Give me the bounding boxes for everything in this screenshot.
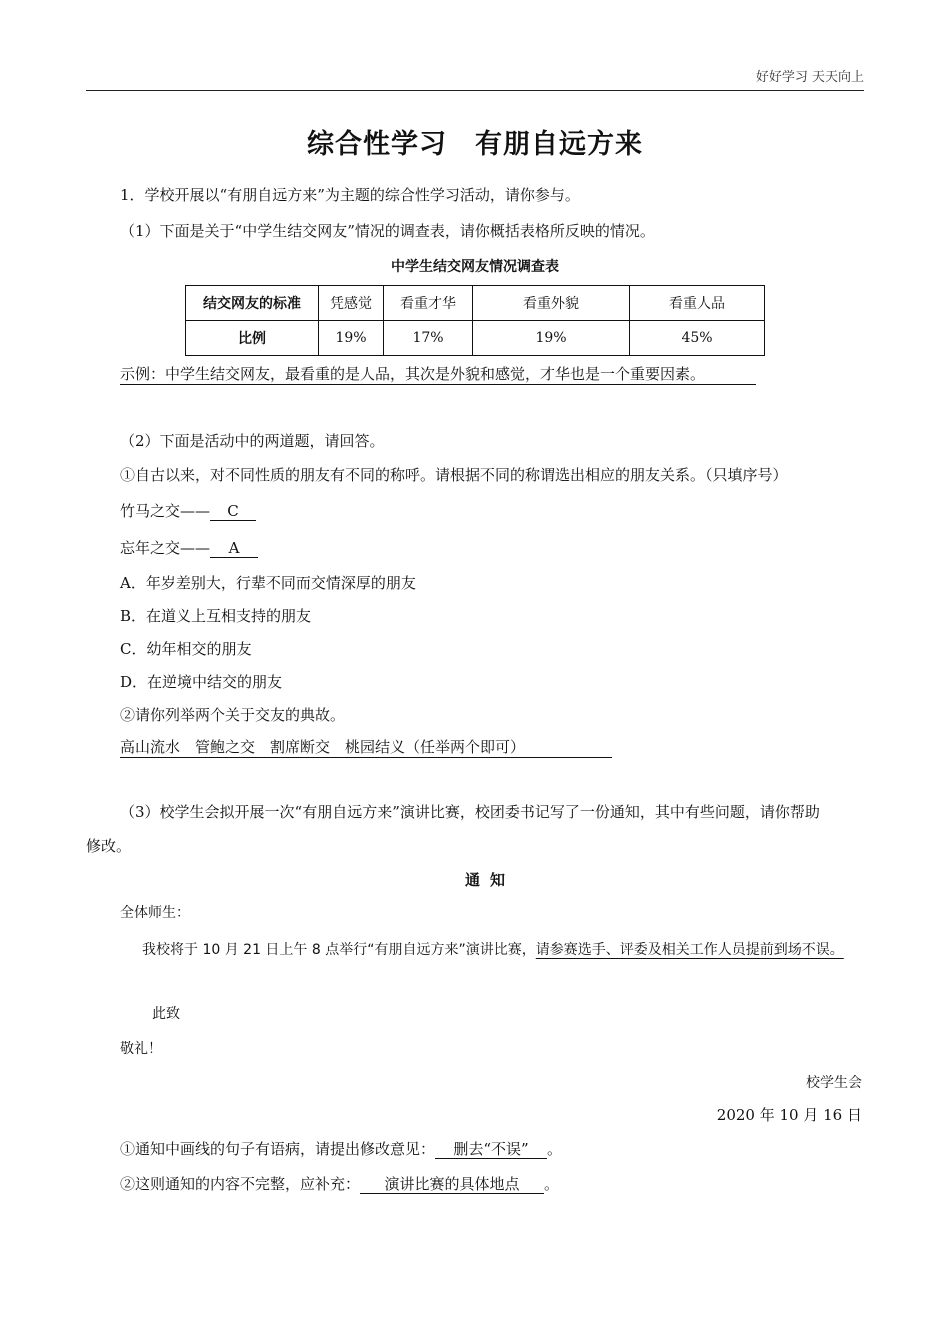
table-row bbox=[186, 286, 765, 321]
table-cell: 19% bbox=[319, 321, 384, 356]
page-header-motto: 好好学习 天天向上 bbox=[755, 70, 864, 85]
part-3-q2-answer: 演讲比赛的具体地点 bbox=[360, 1175, 544, 1194]
notice-closing-2: 敬礼！ bbox=[120, 1041, 162, 1057]
part-3-q2-text: ②这则通知的内容不完整，应补充： bbox=[120, 1175, 361, 1193]
match-2-label: 忘年之交—— bbox=[120, 539, 211, 557]
notice-body-text: 我校将于 10 月 21 日上午 8 点举行“有朋自远方来”演讲比赛， bbox=[142, 942, 536, 958]
part-3-question-2 bbox=[120, 1173, 559, 1194]
survey-table-title: 中学生结交网友情况调查表 bbox=[391, 259, 559, 275]
table-cell: 比例 bbox=[186, 321, 319, 356]
notice-title: 通知 bbox=[464, 871, 515, 889]
notice-salutation: 全体师生： bbox=[120, 905, 190, 921]
notice-date: 2020 年 10 月 16 日 bbox=[716, 1106, 862, 1124]
table-cell: 看重人品 bbox=[630, 286, 765, 321]
part-1-answer: 示例：中学生结交网友，最看重的是人品，其次是外貌和感觉，才华也是一个重要因素。 bbox=[120, 364, 756, 385]
option-d: D．在逆境中结交的朋友 bbox=[120, 673, 283, 691]
match-2 bbox=[120, 537, 258, 558]
table-cell: 45% bbox=[630, 321, 765, 356]
match-1 bbox=[120, 500, 256, 521]
part-3-q2-end: 。 bbox=[544, 1175, 560, 1193]
table-cell: 结交网友的标准 bbox=[186, 286, 319, 321]
notice-body bbox=[86, 933, 864, 967]
match-1-answer: C bbox=[210, 502, 256, 521]
part-3-prompt-line1: （3）校学生会拟开展一次“有朋自远方来”演讲比赛，校团委书记写了一份通知，其中有些问题，请你帮助 bbox=[120, 803, 820, 821]
part-2-sub2-prompt: ②请你列举两个关于交友的典故。 bbox=[120, 706, 346, 724]
part-2-prompt: （2）下面是活动中的两道题，请回答。 bbox=[120, 432, 385, 450]
match-1-label: 竹马之交—— bbox=[120, 502, 211, 520]
notice-closing-1: 此致 bbox=[152, 1006, 180, 1022]
option-a: A．年岁差别大，行辈不同而交情深厚的朋友 bbox=[120, 574, 416, 592]
notice-body-underlined-sentence: 请参赛选手、评委及相关工作人员提前到场不误。 bbox=[535, 942, 844, 958]
survey-table bbox=[185, 285, 765, 356]
table-cell: 凭感觉 bbox=[319, 286, 384, 321]
part-3-q1-text: ①通知中画线的句子有语病，请提出修改意见： bbox=[120, 1140, 436, 1158]
table-cell: 看重外貌 bbox=[473, 286, 630, 321]
part-3-q1-answer: 删去“不误” bbox=[435, 1140, 547, 1159]
header-rule bbox=[86, 90, 864, 91]
part-3-prompt-line2: 修改。 bbox=[86, 837, 132, 855]
page-title: 综合性学习 有朋自远方来 bbox=[307, 129, 643, 160]
table-cell: 19% bbox=[473, 321, 630, 356]
question-1-intro: 1．学校开展以“有朋自远方来”为主题的综合性学习活动，请你参与。 bbox=[120, 186, 580, 204]
part-2-sub1-prompt: ①自古以来，对不同性质的朋友有不同的称呼。请根据不同的称谓选出相应的朋友关系。（只填序号） bbox=[120, 466, 788, 484]
part-3-q1-end: 。 bbox=[547, 1140, 563, 1158]
notice-signature: 校学生会 bbox=[806, 1075, 862, 1091]
part-1-prompt: （1）下面是关于“中学生结交网友”情况的调查表，请你概括表格所反映的情况。 bbox=[120, 222, 655, 240]
part-2-sub2-answer: 高山流水 管鲍之交 割席断交 桃园结义（任举两个即可） bbox=[120, 737, 612, 758]
table-cell: 17% bbox=[384, 321, 473, 356]
part-3-question-1 bbox=[120, 1138, 562, 1159]
option-b: B．在道义上互相支持的朋友 bbox=[120, 607, 312, 625]
table-row bbox=[186, 321, 765, 356]
match-2-answer: A bbox=[210, 539, 258, 558]
option-c: C．幼年相交的朋友 bbox=[120, 640, 252, 658]
table-cell: 看重才华 bbox=[384, 286, 473, 321]
